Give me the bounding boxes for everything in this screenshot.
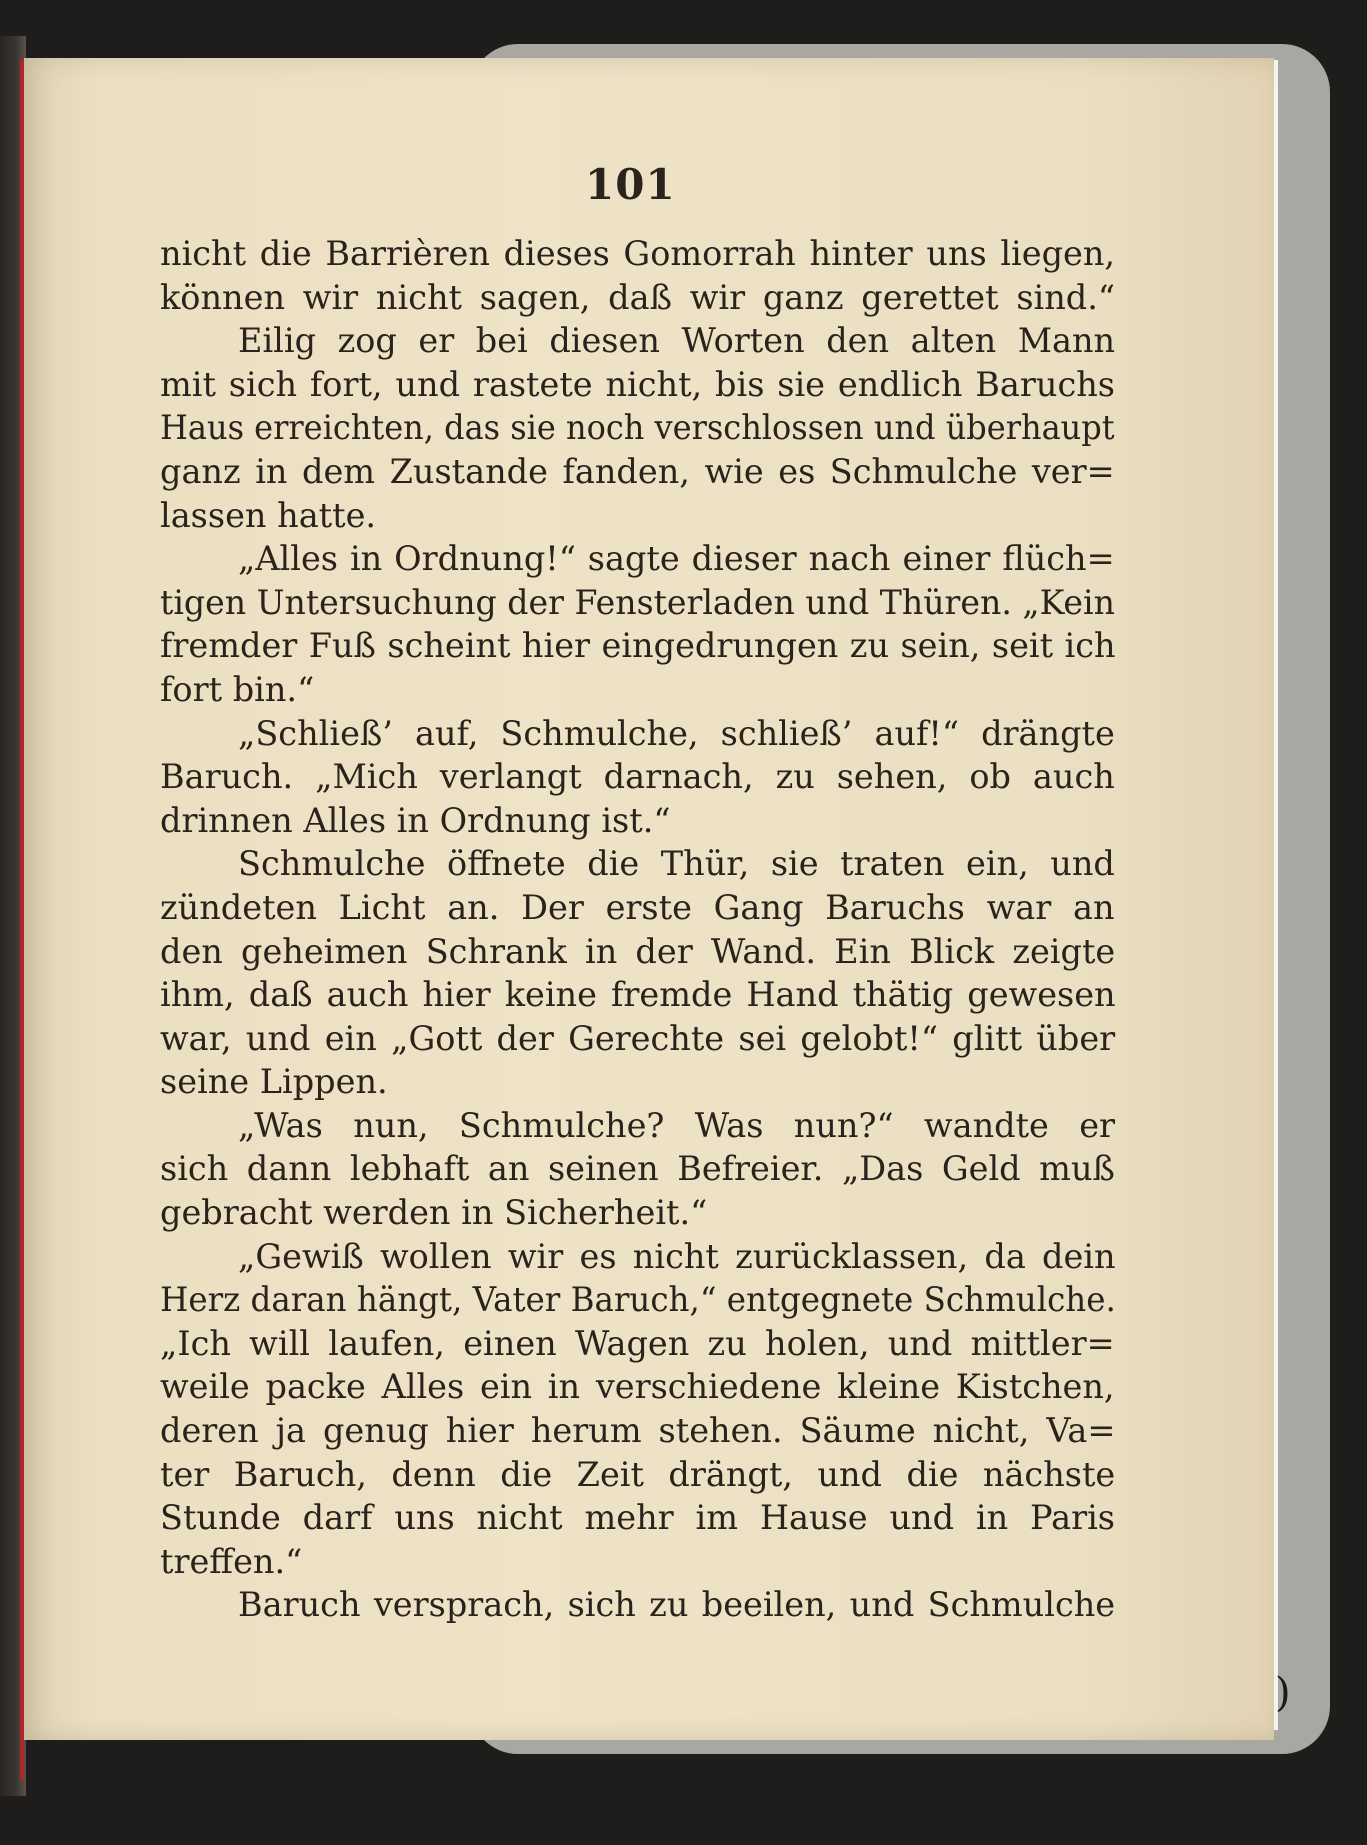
page-number: 101	[585, 160, 676, 209]
text-line: Herz daran hängt, Vater Baruch,“ entgegnete Schmulche.	[160, 1280, 1116, 1320]
text-line: drinnen Alles in Ordnung ist.“	[160, 800, 671, 840]
text-line: zündeten Licht an. Der erste Gang Baruchs war an	[160, 887, 1115, 927]
text-line: fremder Fuß scheint hier eingedrungen zu sein, seit ich	[160, 626, 1116, 666]
page-body-text	[160, 232, 1115, 1627]
text-line: seine Lippen.	[160, 1062, 388, 1102]
text-line: Baruch versprach, sich zu beeilen, und Schmulche	[238, 1585, 1116, 1625]
text-line: „Gewiß wollen wir es nicht zurücklassen, da dein	[238, 1236, 1116, 1276]
text-line: sich dann lebhaft an seinen Befreier. „Das Geld muß	[160, 1149, 1115, 1189]
margin-mark: )	[1275, 1670, 1291, 1716]
text-line: Haus erreichten, das sie noch verschlossen und überhaupt	[160, 408, 1115, 448]
text-line: Eilig zog er bei diesen Worten den alten Mann	[238, 321, 1116, 361]
text-line: war, und ein „Gott der Gerechte sei gelobt!“ glitt über	[160, 1018, 1116, 1058]
text-line: den geheimen Schrank in der Wand. Ein Blick zeigte	[160, 931, 1116, 971]
text-line: Schmulche öffnete die Thür, sie traten ein, und	[238, 844, 1115, 884]
text-line: können wir nicht sagen, daß wir ganz gerettet sind.“	[160, 277, 1116, 317]
text-line: „Schließ’ auf, Schmulche, schließ’ auf!“ drängte	[238, 713, 1115, 753]
text-line: „Ich will laufen, einen Wagen zu holen, und mittler=	[160, 1323, 1115, 1363]
text-line: mit sich fort, und rastete nicht, bis sie endlich Baruchs	[160, 364, 1116, 404]
text-line: weile packe Alles ein in verschiedene kleine Kistchen,	[160, 1367, 1115, 1407]
text-line: lassen hatte.	[160, 495, 377, 535]
text-line: tigen Untersuchung der Fensterladen und Thüren. „Kein	[160, 582, 1115, 622]
text-line: fort bin.“	[160, 669, 315, 709]
text-line: treffen.“	[160, 1541, 303, 1581]
text-line: gebracht werden in Sicherheit.“	[160, 1193, 708, 1233]
text-line: deren ja genug hier herum stehen. Säume nicht, Va=	[160, 1411, 1116, 1451]
text-line: ter Baruch, denn die Zeit drängt, und die nächste	[160, 1454, 1116, 1494]
text-line: ihm, daß auch hier keine fremde Hand thätig gewesen	[160, 975, 1116, 1015]
text-line: ganz in dem Zustande fanden, wie es Schmulche ver=	[160, 451, 1115, 491]
text-line: „Was nun, Schmulche? Was nun?“ wandte er	[238, 1105, 1116, 1145]
text-line: Stunde darf uns nicht mehr im Hause und in Paris	[160, 1498, 1115, 1538]
text-line: nicht die Barrièren dieses Gomorrah hinter uns liegen,	[160, 234, 1116, 273]
text-line: „Alles in Ordnung!“ sagte dieser nach einer flüch=	[238, 539, 1115, 579]
text-line: Baruch. „Mich verlangt darnach, zu sehen, ob auch	[160, 757, 1115, 797]
